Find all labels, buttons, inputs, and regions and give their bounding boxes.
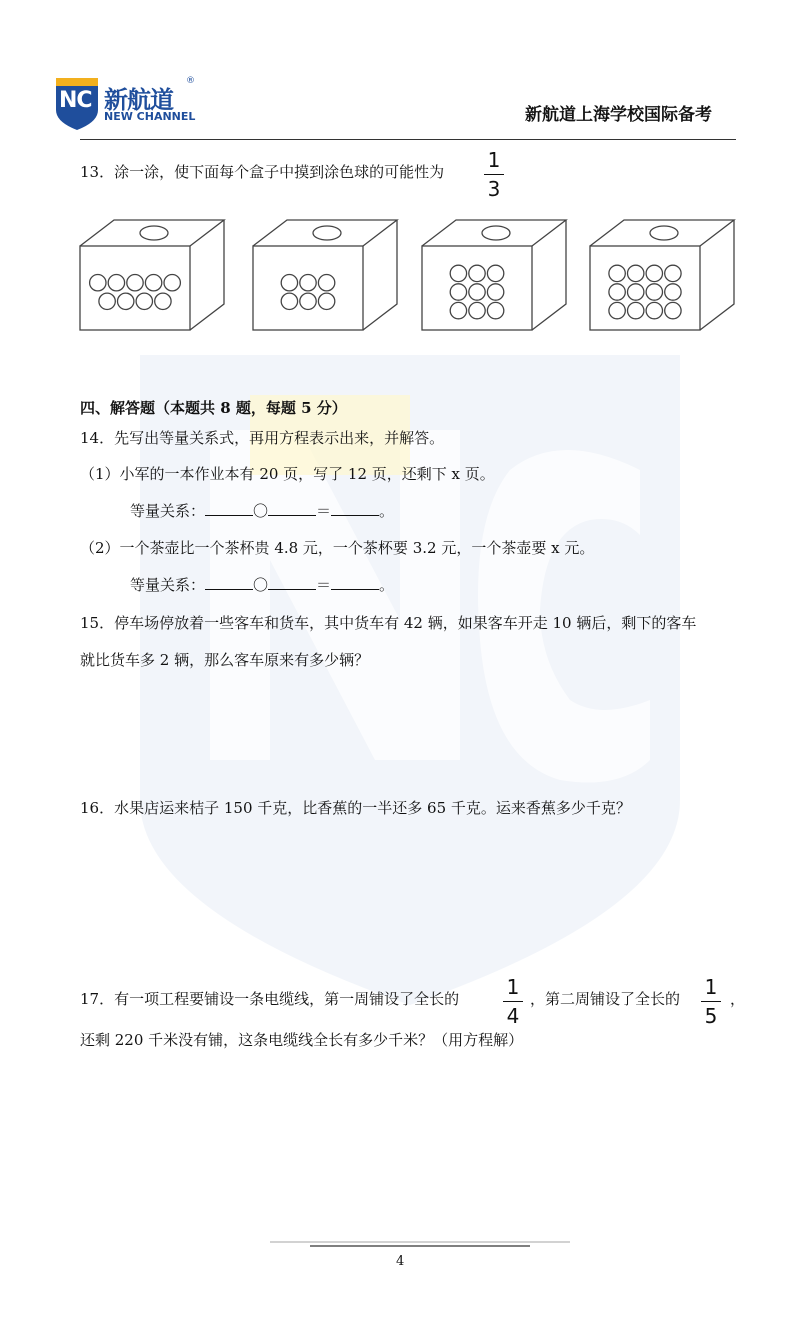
q15-line2: 就比货车多 2 辆，那么客车原来有多少辆？	[80, 651, 370, 669]
ball	[164, 275, 180, 291]
ball	[609, 284, 625, 300]
box-side	[700, 220, 734, 330]
q13-frac-num: 1	[487, 148, 501, 172]
school-name: 新航道上海学校国际备考	[525, 105, 712, 125]
ball	[450, 284, 466, 300]
box-front	[590, 246, 700, 330]
ball	[469, 284, 485, 300]
ball	[450, 302, 466, 318]
q14-part1: （1）小军的一本作业本有 20 页，写了 12 页，还剩下 x 页。	[80, 465, 495, 483]
ball	[118, 293, 134, 309]
q14-text: 14．先写出等量关系式，再用方程表示出来，并解答。	[80, 429, 445, 447]
ball	[318, 293, 334, 309]
box-slot	[650, 226, 678, 240]
ball	[300, 293, 316, 309]
section4-title: 四、解答题（本题共 8 题，每题 5 分）	[80, 399, 347, 417]
q13-frac-den: 3	[487, 177, 501, 201]
ball	[665, 284, 681, 300]
box-top	[80, 220, 224, 246]
box-side	[190, 220, 224, 330]
q17-part1: 17．有一项工程要铺设一条电缆线，第一周铺设了全长的	[80, 990, 460, 1008]
q17-fraction-2	[701, 976, 721, 1027]
ball	[127, 275, 143, 291]
eq-label: 等量关系：	[130, 502, 206, 520]
q14-part2: （2）一个茶壶比一个茶杯贵 4.8 元，一个茶杯要 3.2 元，一个茶壶要 x 元。	[80, 539, 595, 557]
q17-frac2-den: 5	[704, 1004, 718, 1028]
ball	[108, 275, 124, 291]
box-top	[422, 220, 566, 246]
ball	[628, 265, 644, 281]
q17-fraction-1	[503, 976, 523, 1027]
ball	[281, 293, 297, 309]
q16-text: 16．水果店运来桔子 150 千克，比香蕉的一半还多 65 千克。运来香蕉多少千克？	[80, 799, 631, 817]
ball	[469, 265, 485, 281]
ball	[646, 284, 662, 300]
q17-frac2-num: 1	[704, 975, 718, 999]
logo-text-cn: 新航道	[104, 86, 173, 114]
eq-blank[interactable]	[331, 575, 379, 590]
box-slot	[482, 226, 510, 240]
logo-text-en: NEW CHANNEL	[104, 110, 196, 123]
box-side	[532, 220, 566, 330]
ball	[646, 265, 662, 281]
box-side	[363, 220, 397, 330]
circle-symbol: 〇	[253, 502, 269, 520]
ball	[487, 265, 503, 281]
eq-blank[interactable]	[205, 501, 253, 516]
box-top	[253, 220, 397, 246]
ball	[487, 302, 503, 318]
box-top	[590, 220, 734, 246]
q15-line1: 15．停车场停放着一些客车和货车，其中货车有 42 辆，如果客车开走 10 辆后，剩下的客车	[80, 614, 697, 632]
q17-frac1-den: 4	[506, 1004, 520, 1028]
ball	[99, 293, 115, 309]
equals-symbol: ＝	[316, 576, 332, 594]
footer-divider	[270, 1238, 570, 1252]
ball	[136, 293, 152, 309]
ball	[628, 302, 644, 318]
ball	[450, 265, 466, 281]
q13-text: 13．涂一涂，使下面每个盒子中摸到涂色球的可能性为	[80, 163, 445, 181]
q17-part3: ，	[730, 990, 746, 1008]
q17-frac1-num: 1	[506, 975, 520, 999]
q17-line2: 还剩 220 千米没有铺，这条电缆线全长有多少千米？（用方程解）	[80, 1031, 524, 1049]
eq-blank[interactable]	[268, 575, 316, 590]
box-slot	[313, 226, 341, 240]
eq-label: 等量关系：	[130, 576, 206, 594]
ball	[155, 293, 171, 309]
ball	[665, 302, 681, 318]
logo-mark: NC	[59, 88, 92, 113]
ball	[90, 275, 106, 291]
box-slot	[140, 226, 168, 240]
q14-equation-2	[130, 575, 394, 595]
eq-end: 。	[379, 502, 395, 520]
box-front	[253, 246, 363, 330]
eq-blank[interactable]	[205, 575, 253, 590]
ball	[469, 302, 485, 318]
registered-mark: ®	[186, 76, 195, 86]
equals-symbol: ＝	[316, 502, 332, 520]
ball	[665, 265, 681, 281]
ball	[609, 302, 625, 318]
eq-end: 。	[379, 576, 395, 594]
boxes-figure	[0, 0, 802, 340]
eq-blank[interactable]	[331, 501, 379, 516]
q17-part2: ，第二周铺设了全长的	[530, 990, 681, 1008]
ball	[145, 275, 161, 291]
q14-equation-1	[130, 501, 394, 521]
ball	[609, 265, 625, 281]
ball	[300, 275, 316, 291]
eq-blank[interactable]	[268, 501, 316, 516]
page-number: 4	[396, 1254, 405, 1269]
circle-symbol: 〇	[253, 576, 269, 594]
ball	[646, 302, 662, 318]
ball	[487, 284, 503, 300]
ball	[318, 275, 334, 291]
ball	[628, 284, 644, 300]
box-front	[422, 246, 532, 330]
box-front	[80, 246, 190, 330]
ball	[281, 275, 297, 291]
